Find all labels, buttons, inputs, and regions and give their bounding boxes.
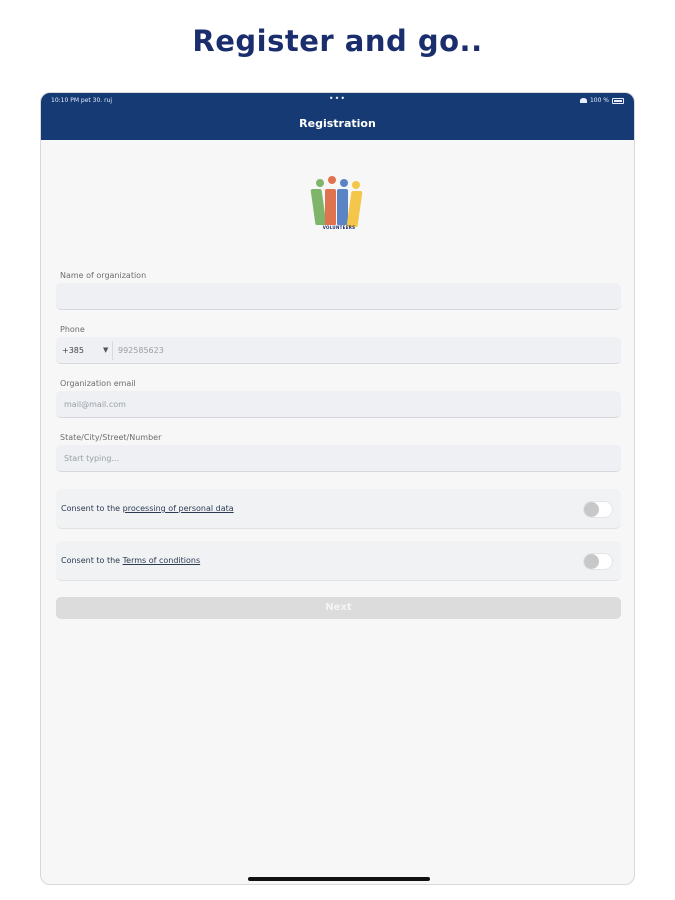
personal-data-toggle[interactable] <box>583 501 613 518</box>
email-placeholder: mail@mail.com <box>64 400 126 409</box>
multitask-dots[interactable]: ••• <box>328 94 347 103</box>
address-label: State/City/Street/Number <box>60 433 162 442</box>
logo-head-green <box>316 179 324 187</box>
phone-divider <box>112 341 113 360</box>
logo-head-red <box>328 176 336 184</box>
toggle-knob <box>584 554 599 569</box>
logo-head-yellow <box>352 181 360 189</box>
org-name-label: Name of organization <box>60 271 147 280</box>
wifi-icon <box>580 98 587 103</box>
logo-wordmark: VOLUNTEERS <box>322 225 356 230</box>
volunteers-logo <box>311 173 367 233</box>
country-code-select[interactable]: +385 <box>62 346 84 355</box>
consent-prefix: Consent to the <box>61 556 123 565</box>
consent-personal-data <box>56 489 621 529</box>
org-name-input[interactable] <box>56 283 621 310</box>
battery-icon <box>612 98 624 104</box>
address-placeholder: Start typing... <box>64 454 120 463</box>
consent-text <box>61 504 234 513</box>
logo-bar-blue <box>337 189 348 225</box>
toggle-knob <box>584 502 599 517</box>
status-right <box>580 97 624 104</box>
terms-link[interactable]: Terms of conditions <box>122 556 201 565</box>
consent-text <box>61 556 200 565</box>
battery-percent: 100 % <box>589 97 609 104</box>
email-input[interactable] <box>56 391 621 418</box>
app-header <box>41 93 634 140</box>
phone-input[interactable]: 992585623 <box>118 346 164 355</box>
personal-data-link[interactable]: processing of personal data <box>122 504 234 513</box>
phone-field <box>56 337 621 364</box>
status-bar <box>41 96 634 108</box>
phone-label: Phone <box>60 325 85 334</box>
consent-prefix: Consent to the <box>61 504 123 513</box>
promo-headline: Register and go.. <box>192 24 483 58</box>
terms-toggle[interactable] <box>583 553 613 570</box>
logo-bar-yellow <box>346 191 362 227</box>
next-button[interactable]: Next <box>56 597 621 619</box>
home-indicator[interactable] <box>248 877 430 881</box>
tablet-frame <box>40 92 635 885</box>
consent-terms <box>56 541 621 581</box>
logo-head-blue <box>340 179 348 187</box>
email-label: Organization email <box>60 379 136 388</box>
status-time: 10:10 PM pet 30. ruj <box>51 97 113 104</box>
chevron-down-icon[interactable]: ▼ <box>103 346 109 354</box>
logo-bar-red <box>325 189 336 225</box>
page-title: Registration <box>299 117 376 130</box>
address-input[interactable] <box>56 445 621 472</box>
